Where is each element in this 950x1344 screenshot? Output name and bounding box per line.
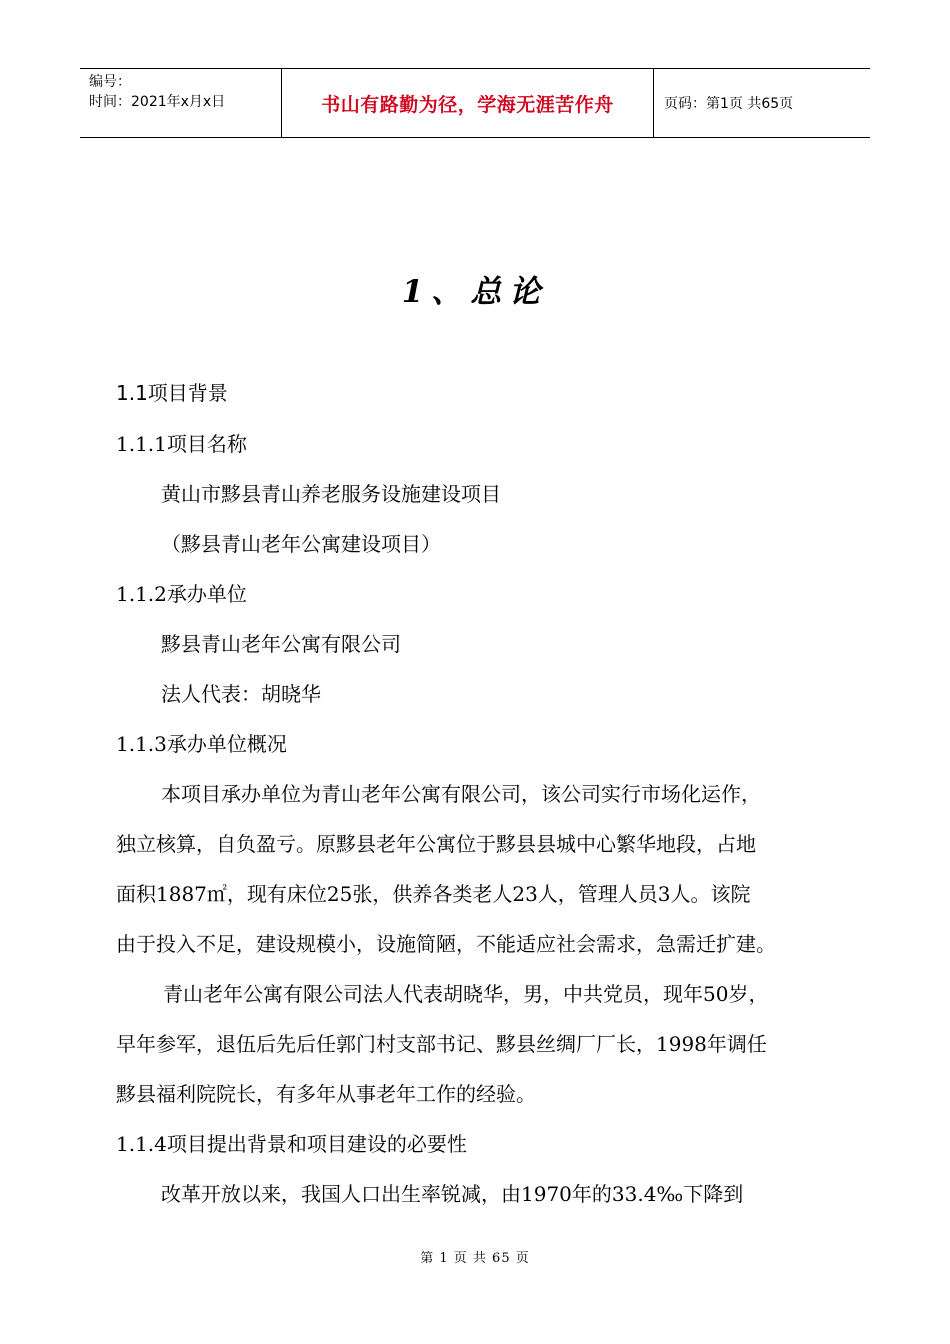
paragraph-line: 独立核算，自负盈亏。原黟县老年公寓位于黟县县城中心繁华地段，占地 [116,832,756,856]
project-name: 黄山市黟县青山养老服务设施建设项目 [161,482,501,506]
project-alt-name: （黟县青山老年公寓建设项目） [161,532,441,556]
subsection-heading-1-1-2: 1.1.2承办单位 [116,582,247,606]
paragraph-line: 改革开放以来，我国人口出生率锐减，由1970年的33.4‰下降到 [161,1182,744,1206]
paragraph-line: 面积1887㎡，现有床位25张，供养各类老人23人，管理人员3人。该院 [116,882,751,906]
undertaking-unit: 黟县青山老年公寓有限公司 [161,632,401,656]
chapter-title: 1、总论 [401,274,549,310]
document-date: 时间：2021年x月x日 [89,94,226,110]
section-heading: 1.1项目背景 [116,381,228,405]
page-footer: 第 1 页 共 65 页 [420,1251,530,1266]
paragraph-line: 青山老年公寓有限公司法人代表胡晓华，男，中共党员，现年50岁， [163,982,769,1006]
subsection-heading-1-1-3: 1.1.3承办单位概况 [116,732,287,756]
subsection-heading-1-1-4: 1.1.4项目提出背景和项目建设的必要性 [116,1132,467,1156]
subsection-heading-1-1-1: 1.1.1项目名称 [116,432,247,456]
paragraph-line: 黟县福利院院长，有多年从事老年工作的经验。 [116,1082,536,1106]
legal-representative: 法人代表：胡晓华 [161,682,321,706]
document-number-label: 编号： [89,74,131,90]
header-left-cell [80,69,282,137]
document-header-table [80,68,870,138]
paragraph-line: 由于投入不足，建设规模小，设施简陋，不能适应社会需求，急需迁扩建。 [116,932,776,956]
paragraph-line: 本项目承办单位为青山老年公寓有限公司，该公司实行市场化运作， [161,782,761,806]
header-page-info: 页码：第1页 共65页 [664,96,794,112]
header-motto: 书山有路勤为径，学海无涯苦作舟 [282,69,654,137]
paragraph-line: 早年参军，退伍后先后任郭门村支部书记、黟县丝绸厂厂长，1998年调任 [116,1032,767,1056]
